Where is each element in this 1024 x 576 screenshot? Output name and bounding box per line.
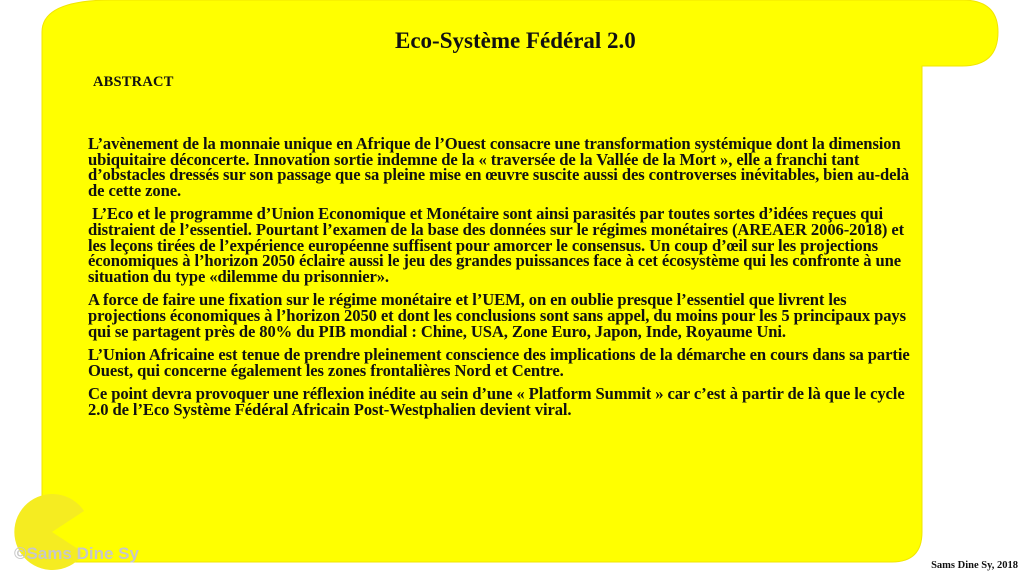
paragraph-3: A force de faire une fixation sur le régime monétaire et l’UEM, on en oublie presque l’essentiel que livrent les projections économiques à l’horizon 2050 et dont les conclusions sont sans appel, du moins pour les 5 principaux pays qui se partagent près de 80% du PIB mondial : Chine, USA, Zone Euro, Japon, Inde, Royaume Uni.: [88, 290, 906, 341]
paragraph-1: L’avènement de la monnaie unique en Afrique de l’Ouest consacre une transformation systémique dont la dimension ubiquitaire déconcerte. Innovation sortie indemne de la « traversée de la Vallée de la Mort », elle a franchi tant d’obstacles dressés sur son passage que sa pleine mise en œuvre suscite aussi des controverses inévitables, bien au-delà de cette zone.: [88, 134, 910, 200]
abstract-heading: ABSTRACT: [93, 74, 174, 90]
paragraph-2: L’Eco et le programme d’Union Economique et Monétaire sont ainsi parasités par toutes sortes d’idées reçues qui distraient de l’essentiel. Pourtant l’examen de la base des données sur le régimes monétaires (AREAER 2006-2018) et les leçons tirées de l’expérience européenne suffisent pour amorcer le consensus. Un coup d’œil sur les projections économiques à l’horizon 2050 éclaire aussi le jeu des grandes puissances face à cet écosystème qui les confronte à une situation du type «dilemme du prisonnier».: [88, 204, 909, 286]
paragraph-4: L’Union Africaine est tenue de prendre pleinement conscience des implications de la démarche en cours dans sa partie Ouest, qui concerne également les zones frontalières Nord et Centre.: [88, 345, 910, 380]
copyright-watermark: ©Sams Dine Sy: [14, 544, 139, 563]
author-credit: Sams Dine Sy, 2018: [931, 560, 1018, 571]
paragraph-5: Ce point devra provoquer une réflexion inédite au sein d’une « Platform Summit » car c’est à partir de là que le cycle 2.0 de l’Eco Système Fédéral Africain Post-Westphalien devient viral.: [88, 384, 905, 419]
slide-title: Eco-Système Fédéral 2.0: [395, 28, 636, 53]
abstract-body: [88, 136, 926, 426]
